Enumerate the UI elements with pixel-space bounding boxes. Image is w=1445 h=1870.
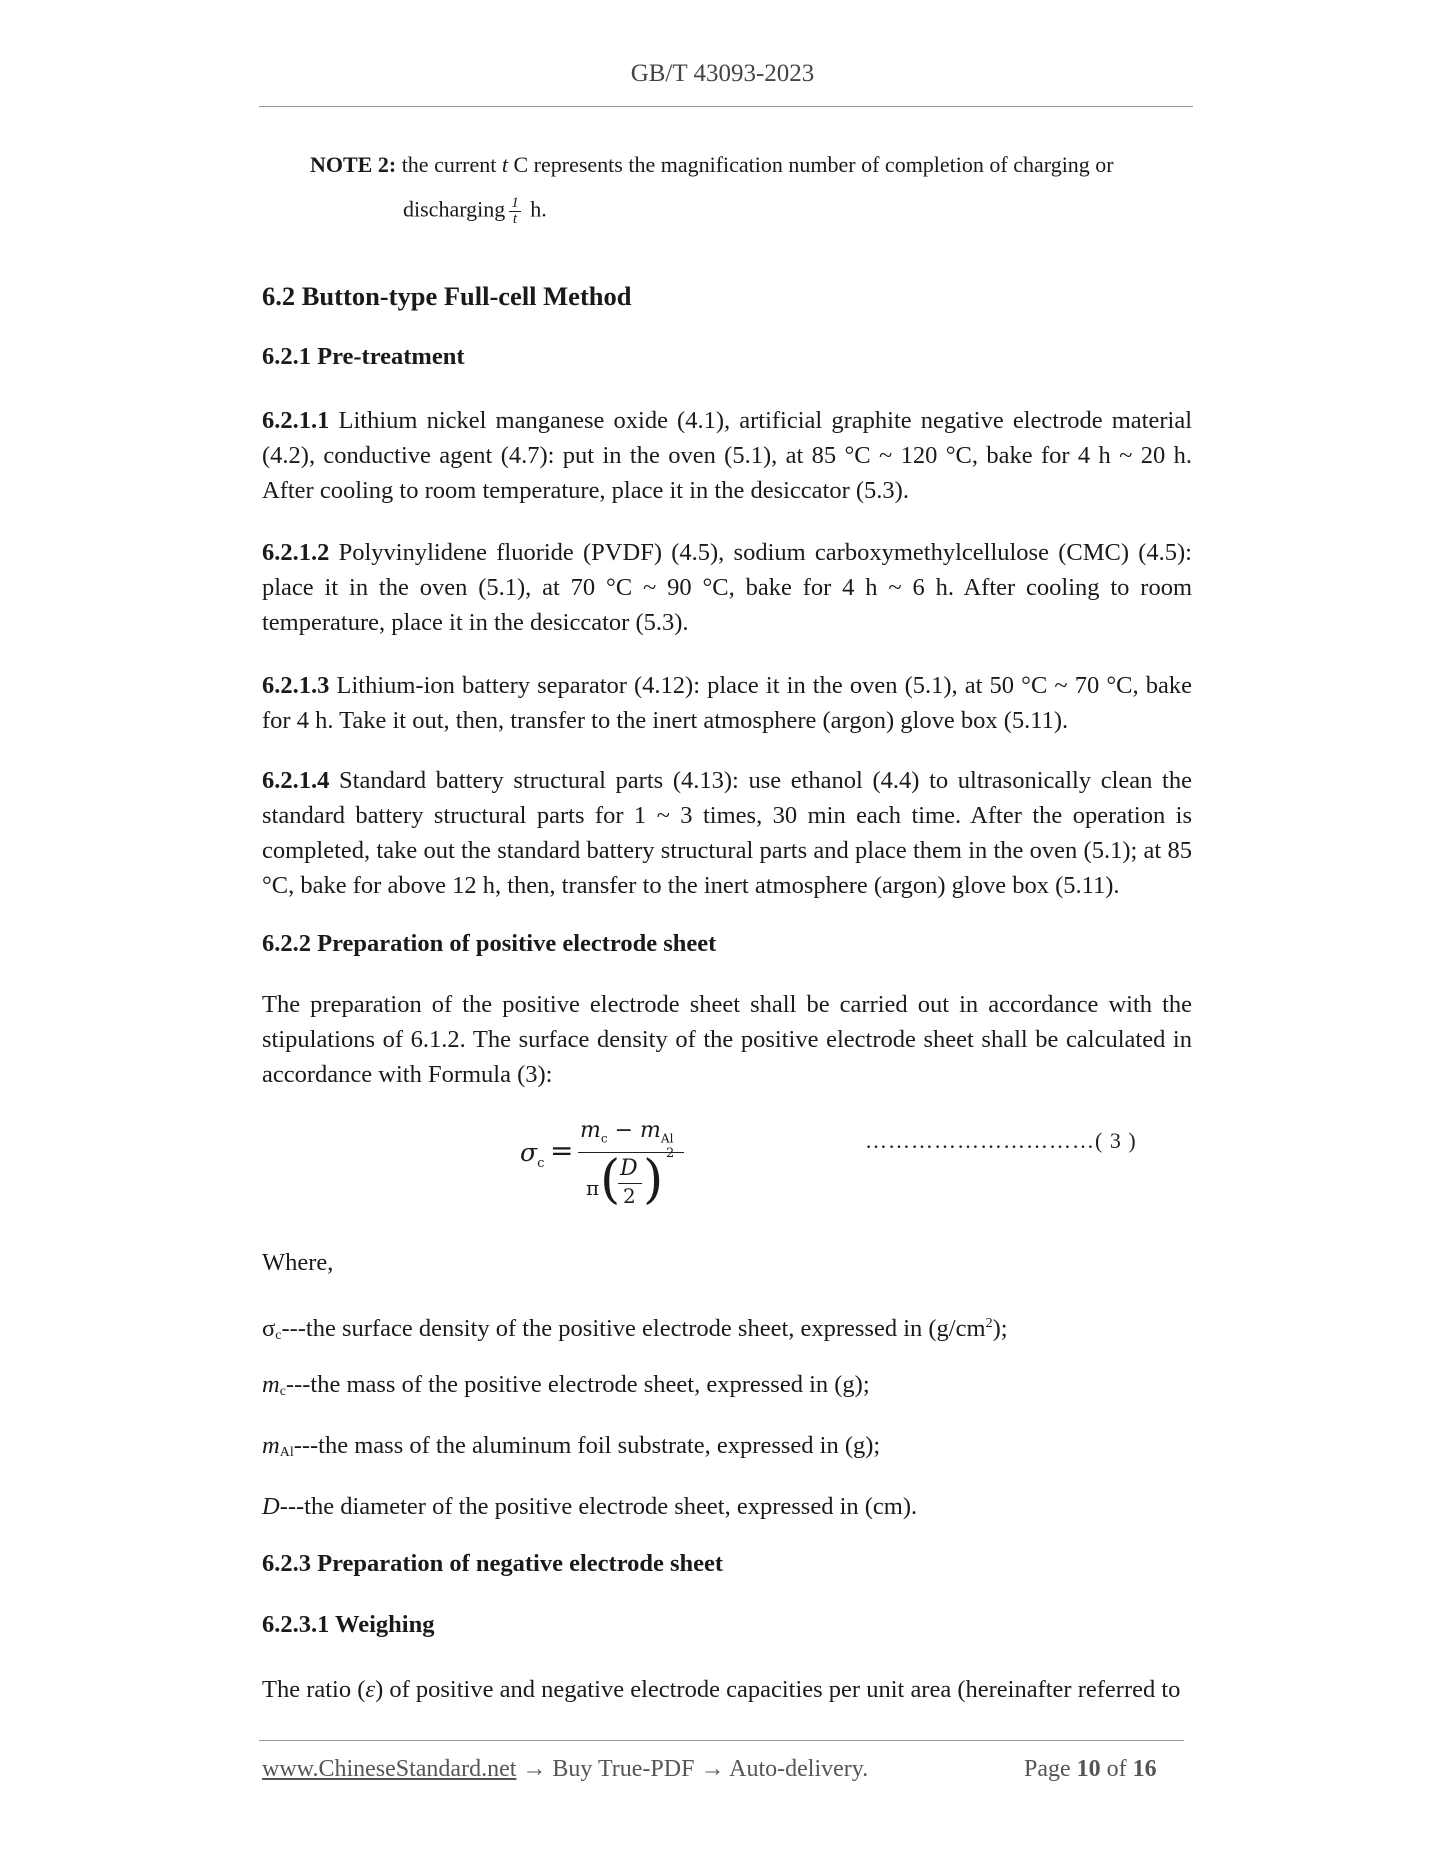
note-2-line-1	[310, 150, 1192, 180]
arrow-right-icon: →	[522, 1756, 547, 1782]
formula-square: 2	[666, 1146, 675, 1161]
note-discharging: discharging	[403, 196, 506, 222]
clause-number: 6.2.1.3	[262, 672, 330, 699]
clause-number: 6.2.1.4	[262, 767, 330, 794]
page-number: 10	[1076, 1756, 1101, 1782]
clause-text: Polyvinylidene fluoride (PVDF) (4.5), sodium carboxymethylcellulose (CMC) (4.5): place it in the oven (5.1), at 70 °C ~ 90 °C, bake for 4 h ~ 6 h. After cooling to room temperature, place it in the desiccator (5.3).	[262, 539, 1192, 636]
definition-m-c: $m_c--$-the mass of the positive electrode sheet, expressed in (g);	[262, 1371, 870, 1399]
where-label: Where,	[262, 1249, 334, 1276]
clause-text: Lithium-ion battery separator (4.12): place it in the oven (5.1), at 50 °C ~ 70 °C, bake for 4 h. Take it out, then, transfer to the inert atmosphere (argon) glove box (5.11).	[262, 672, 1192, 734]
section-6-2-2-heading: 6.2.2 Preparation of positive electrode sheet	[262, 930, 717, 957]
note-text-a: the current	[401, 152, 497, 177]
clause-6-2-1-2	[262, 535, 1192, 640]
footer-divider	[259, 1740, 1184, 1741]
note-2-line-2	[403, 196, 547, 227]
definition-d: D---the diameter of the positive electrode sheet, expressed in (cm).	[262, 1493, 918, 1520]
clause-number: 6.2.1.1	[262, 407, 330, 434]
formula-number: …………………………( 3 )	[865, 1128, 1137, 1153]
fraction-numerator: 1	[511, 195, 519, 211]
document-code-header: GB/T 43093-2023	[630, 60, 815, 87]
note-fraction	[509, 196, 521, 227]
note-label: NOTE 2:	[310, 152, 397, 177]
formula-right-paren: )	[643, 1150, 664, 1210]
section-6-2-heading: 6.2 Button-type Full-cell Method	[262, 281, 632, 311]
formula-D: D	[620, 1156, 638, 1181]
page-indicator	[1024, 1756, 1157, 1783]
auto-delivery-text: Auto-delivery.	[729, 1756, 869, 1782]
section-6-2-3-1-heading: 6.2.3.1 Weighing	[262, 1611, 435, 1638]
header-divider	[259, 106, 1193, 107]
fraction-denominator: t	[512, 211, 518, 227]
definition-m-al: $m_{Al}--$-the mass of the aluminum foil substrate, expressed in (g);	[262, 1432, 881, 1460]
arrow-right-icon: →	[700, 1756, 725, 1782]
website-link[interactable]: www.ChineseStandard.net	[262, 1756, 517, 1782]
buy-pdf-text: Buy True-PDF	[552, 1756, 695, 1782]
clause-6-2-1-3	[262, 668, 1192, 738]
note-hours-unit: h.	[530, 196, 547, 222]
clause-text: Standard battery structural parts (4.13): use ethanol (4.4) to ultrasonically clean the standard battery structural parts for 1 ~ 3 times, 30 min each time. After the operation is completed, take out the standard battery structural parts and place them in the oven (5.1); at 85 °C, bake for above 12 h, then, transfer to the inert atmosphere (argon) glove box (5.11).	[262, 767, 1192, 899]
clause-6-2-1-1	[262, 403, 1192, 508]
note-t-variable: t	[501, 152, 508, 177]
formula-left-paren: (	[600, 1150, 621, 1210]
note-text-b: C represents the magnification number of completion of charging or	[513, 152, 1114, 177]
page-total: 16	[1132, 1756, 1157, 1782]
formula-pi: π	[586, 1176, 600, 1200]
of-label: of	[1106, 1756, 1127, 1782]
clause-6-2-1-4	[262, 763, 1192, 903]
footer-left	[262, 1756, 868, 1783]
formula-lhs: $\sigma_c$	[520, 1138, 545, 1171]
definition-sigma-c: $\sigma_c--$-the surface density of the positive electrode sheet, expressed in $(g/cm^2)$;	[262, 1315, 1008, 1343]
formula-equals: =	[550, 1134, 574, 1167]
formula-two: 2	[623, 1184, 636, 1208]
formula-3	[520, 1118, 700, 1218]
clause-number: 6.2.1.2	[262, 539, 330, 566]
paragraph-6-2-3-1: The ratio (ε) of positive and negative electrode capacities per unit area (hereinafter referred to	[262, 1676, 1181, 1703]
page-label: Page	[1024, 1756, 1071, 1782]
section-6-2-3-heading: 6.2.3 Preparation of negative electrode sheet	[262, 1550, 724, 1577]
formula-numerator: $m_c - m_{Al}$	[580, 1118, 674, 1146]
paragraph-6-2-2: The preparation of the positive electrode sheet shall be carried out in accordance with the stipulations of 6.1.2. The surface density of the positive electrode sheet shall be calculated in accordance with Formula (3):	[262, 991, 1192, 1088]
clause-text: Lithium nickel manganese oxide (4.1), artificial graphite negative electrode material (4.2), conductive agent (4.7): put in the oven (5.1), at 85 °C ~ 120 °C, bake for 4 h ~ 20 h. After cooling to room temperature, place it in the desiccator (5.3).	[262, 407, 1192, 504]
section-6-2-1-heading: 6.2.1 Pre-treatment	[262, 343, 465, 370]
